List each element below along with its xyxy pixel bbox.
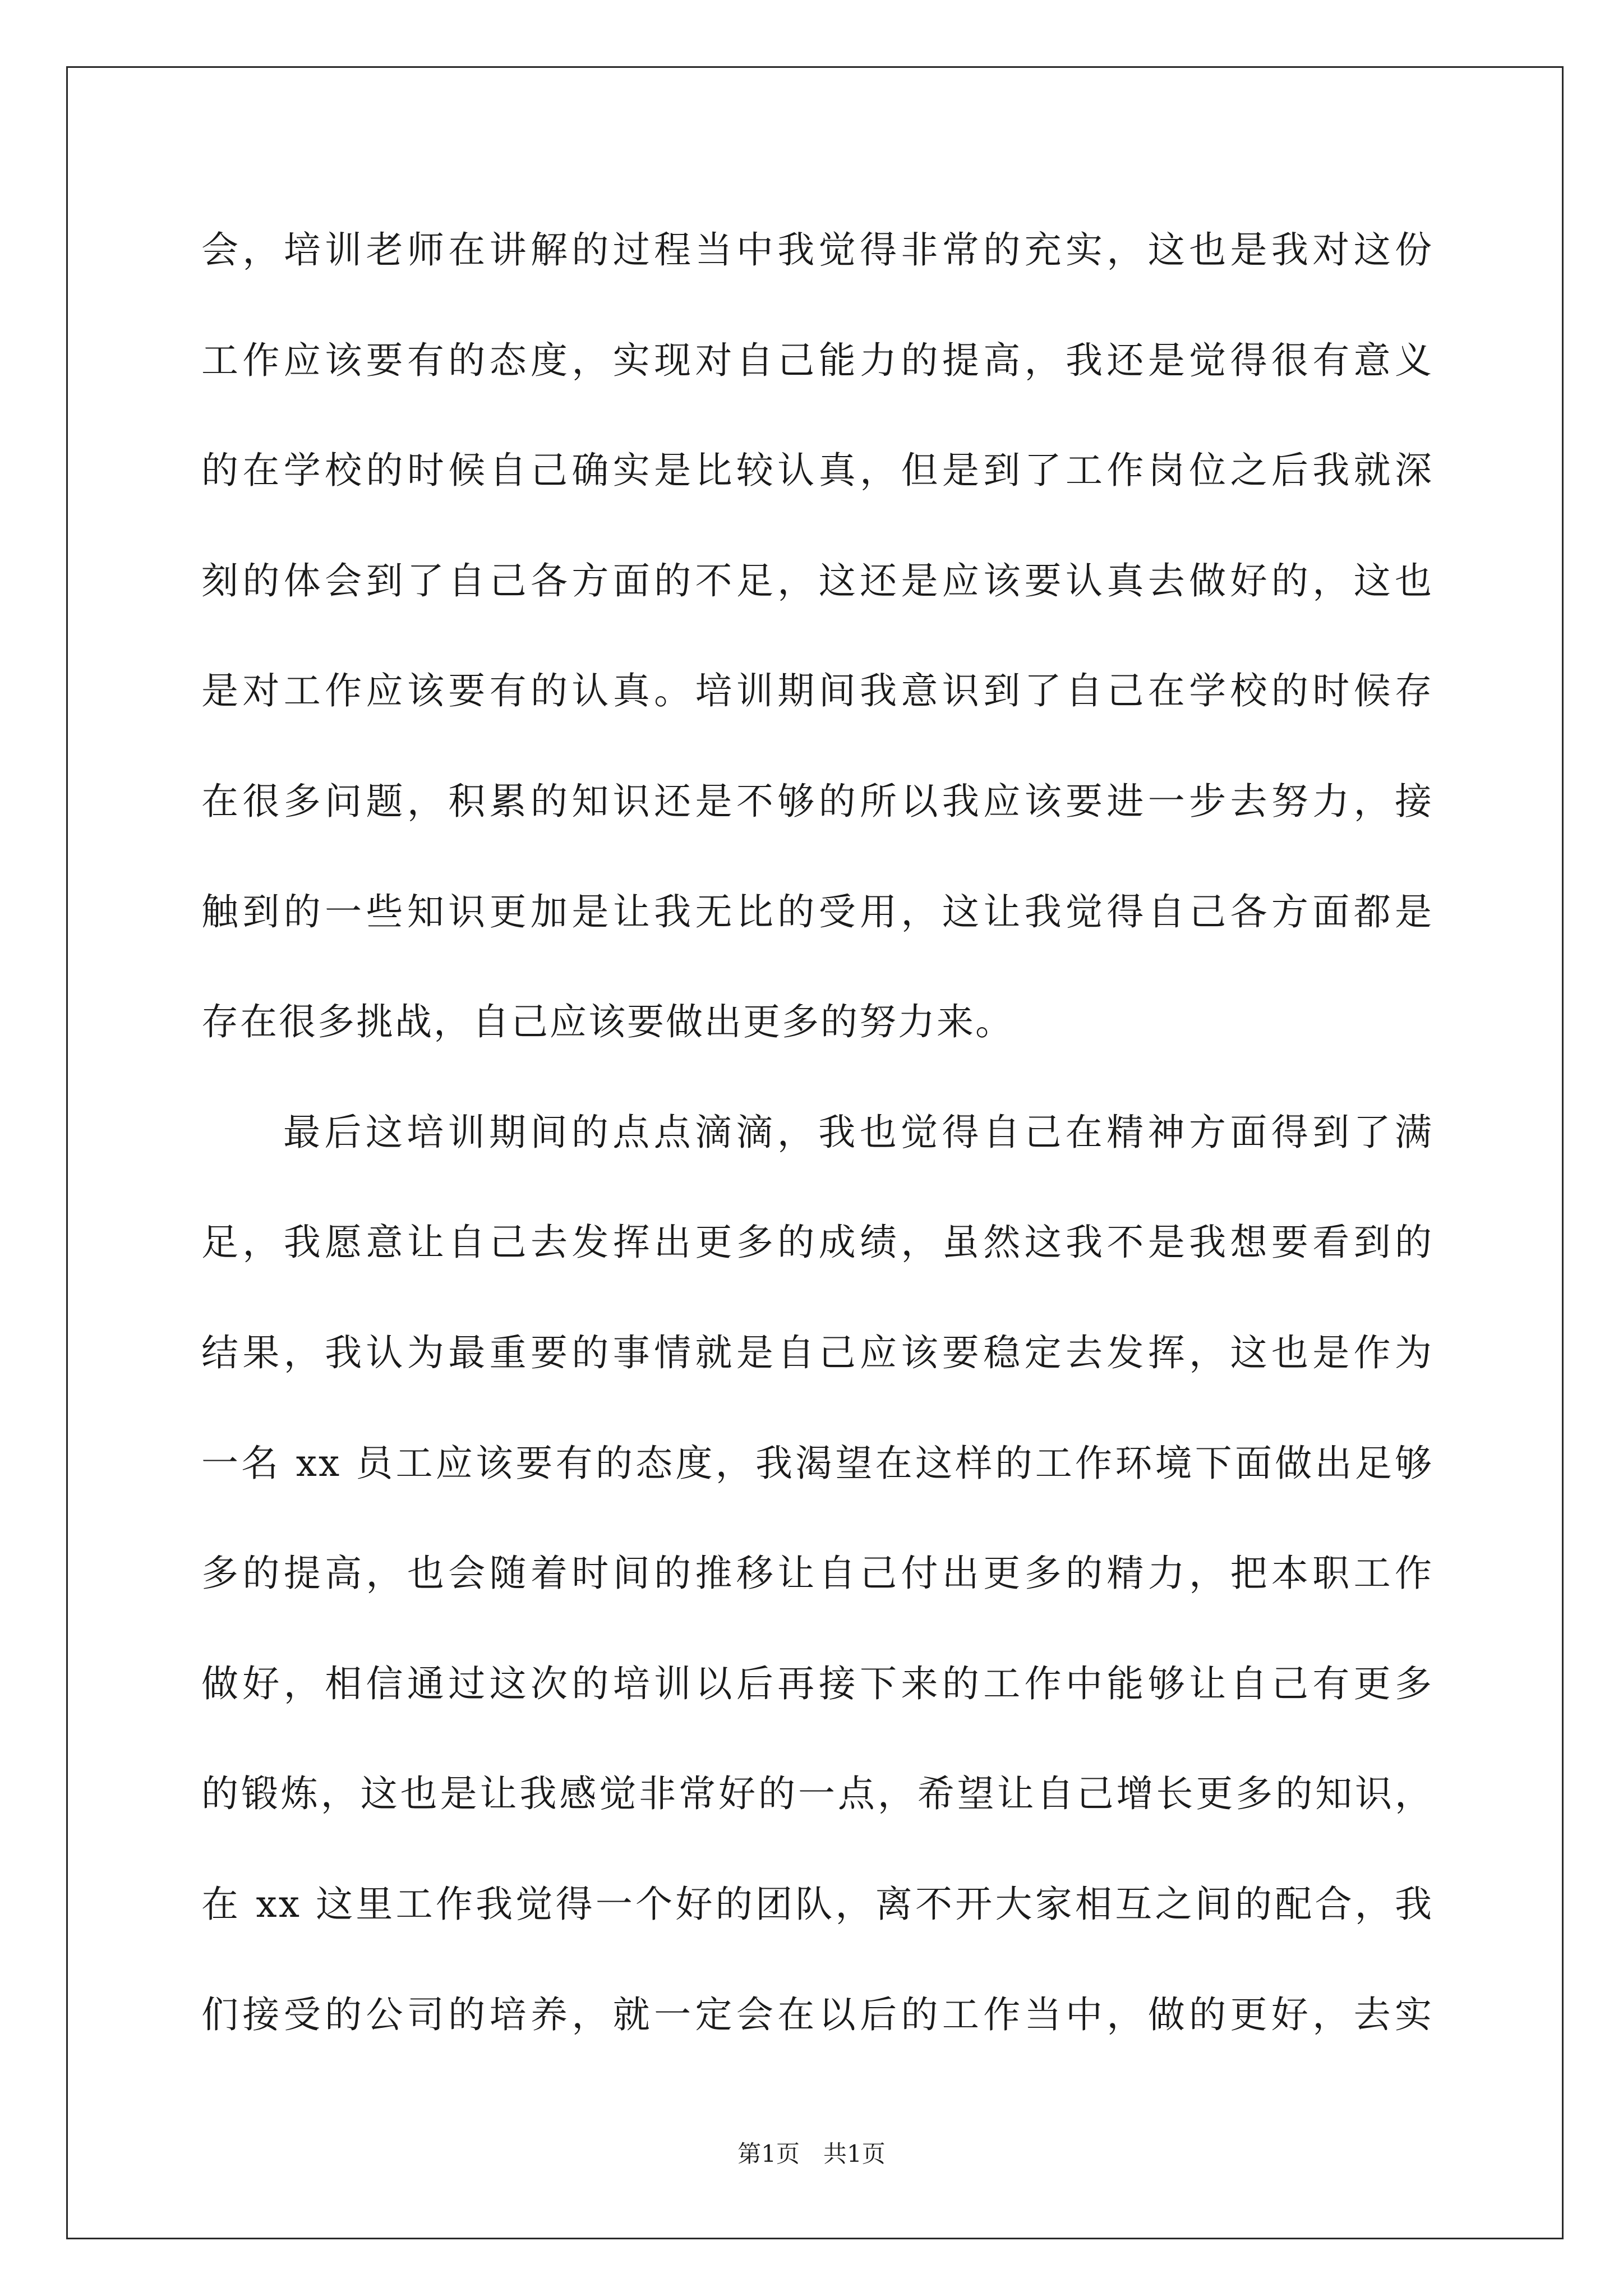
text-line: 会，培训老师在讲解的过程当中我觉得非常的充实，这也是我对这份 — [201, 228, 1433, 272]
text-line: 结果，我认为最重要的事情就是自己应该要稳定去发挥，这也是作为 — [201, 1331, 1433, 1374]
text-line: 的锻炼，这也是让我感觉非常好的一点，希望让自己增长更多的知识， — [201, 1772, 1433, 1816]
page-indicator: 第1页 共1页 — [737, 2140, 886, 2168]
paragraph-2 — [201, 1078, 1433, 2070]
document-body — [201, 195, 1433, 2070]
text-line: 存在很多挑战，自己应该要做出更多的努力来。 — [201, 1000, 1014, 1044]
text-line: 工作应该要有的态度，实现对自己能力的提高，我还是觉得很有意义 — [201, 338, 1433, 382]
text-line: 做好，相信通过这次的培训以后再接下来的工作中能够让自己有更多 — [201, 1662, 1433, 1705]
text-line: 在很多问题，积累的知识还是不够的所以我应该要进一步去努力，接 — [201, 779, 1433, 823]
text-line: 在 xx 这里工作我觉得一个好的团队，离不开大家相互之间的配合，我 — [201, 1882, 1433, 1926]
text-line: 刻的体会到了自己各方面的不足，这还是应该要认真去做好的，这也 — [201, 559, 1433, 602]
text-line: 触到的一些知识更加是让我无比的受用，这让我觉得自己各方面都是 — [201, 890, 1433, 933]
text-line: 们接受的公司的培养，就一定会在以后的工作当中，做的更好，去实 — [201, 1993, 1433, 2036]
text-line: 的在学校的时候自己确实是比较认真，但是到了工作岗位之后我就深 — [201, 449, 1433, 493]
text-line: 是对工作应该要有的认真。培训期间我意识到了自己在学校的时候存 — [201, 669, 1433, 713]
text-line: 足，我愿意让自己去发挥出更多的成绩，虽然这我不是我想要看到的 — [201, 1221, 1433, 1264]
text-line: 多的提高，也会随着时间的推移让自己付出更多的精力，把本职工作 — [201, 1552, 1433, 1595]
text-line: 一名 xx 员工应该要有的态度，我渴望在这样的工作环境下面做出足够 — [201, 1441, 1433, 1485]
text-line: 最后这培训期间的点点滴滴，我也觉得自己在精神方面得到了满 — [283, 1110, 1433, 1154]
paragraph-1 — [201, 195, 1433, 1078]
page-footer — [0, 2138, 1623, 2170]
